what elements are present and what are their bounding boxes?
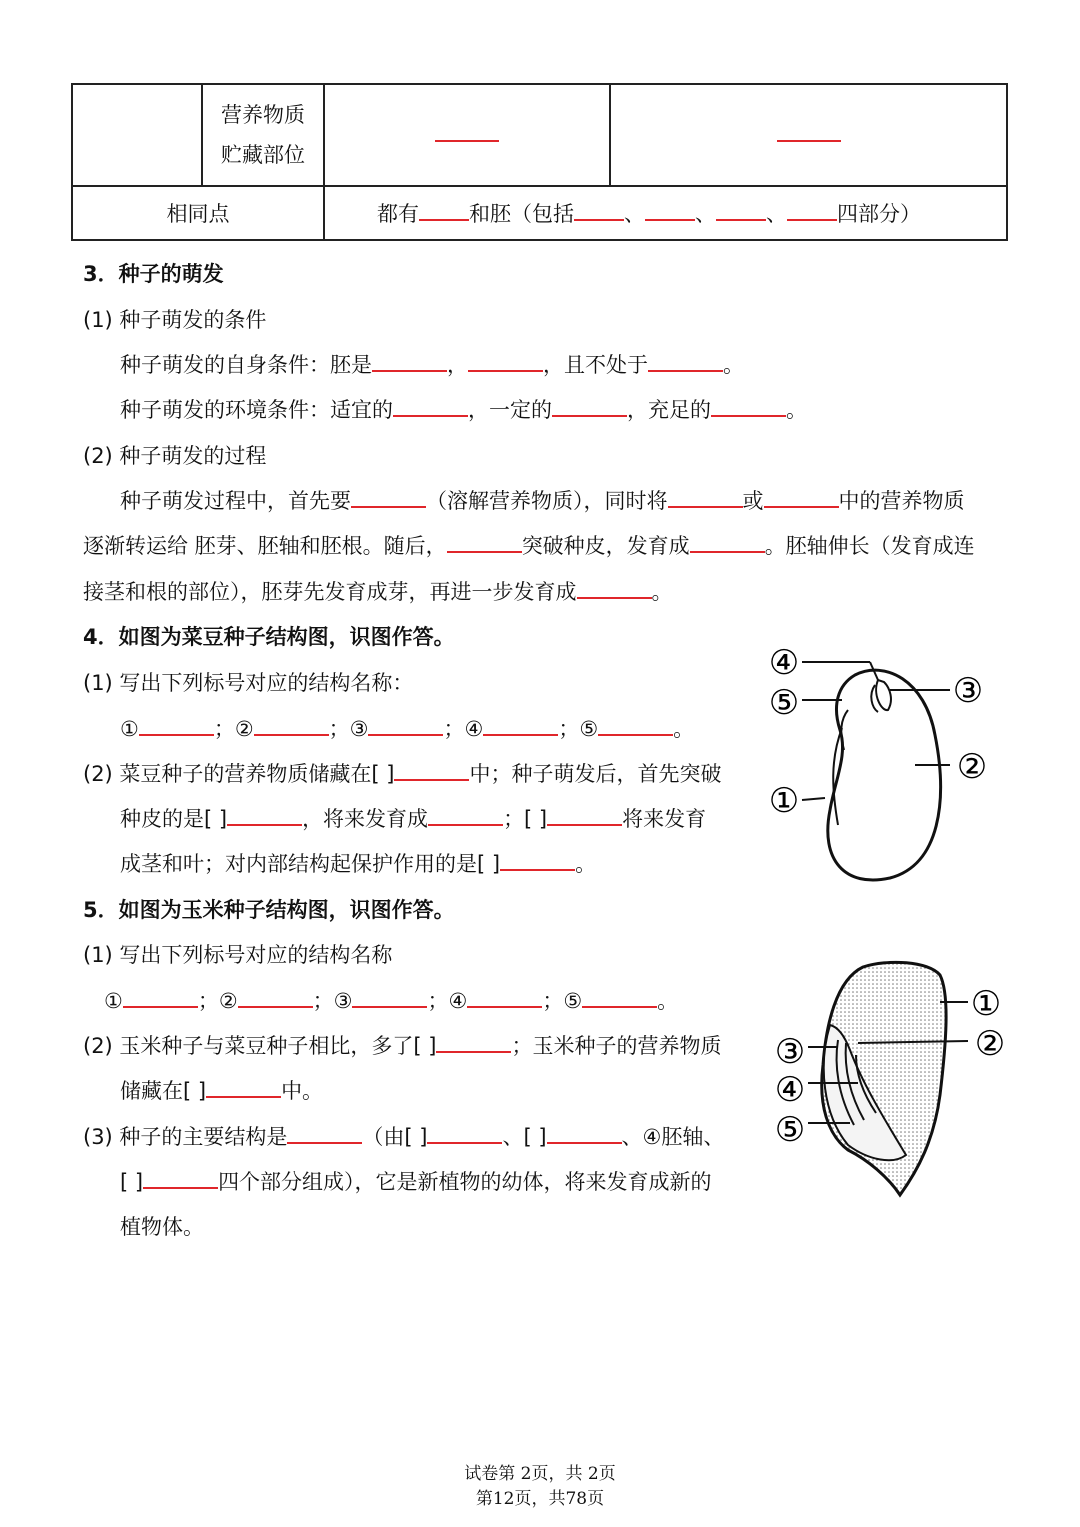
answer-blank[interactable] xyxy=(419,199,469,221)
s4-q1: (1) 写出下列标号对应的结构名称： xyxy=(83,671,414,695)
bean-label-3: ③ xyxy=(952,671,984,711)
answer-blank[interactable] xyxy=(428,804,503,826)
answer-blank[interactable] xyxy=(711,395,786,417)
s3-process-line2 xyxy=(83,530,975,560)
similarity-mid: 和胚（包括 xyxy=(469,202,574,226)
text: （由[ ] xyxy=(362,1125,428,1149)
text: 中；种子萌发后，首先突破 xyxy=(469,762,722,786)
answer-blank[interactable] xyxy=(547,1122,622,1144)
text: ③ xyxy=(333,989,353,1013)
bean-plumule xyxy=(876,680,891,710)
answer-blank[interactable] xyxy=(427,1122,502,1144)
corn-seed-diagram xyxy=(768,955,1038,1205)
answer-blank[interactable] xyxy=(787,199,837,221)
text: 逐渐转运给 胚芽、胚轴和胚根。随后， xyxy=(83,534,447,558)
answer-blank[interactable] xyxy=(716,199,766,221)
answer-blank[interactable] xyxy=(238,986,313,1008)
section-4-heading: 4．如图为菜豆种子结构图，识图作答。 xyxy=(83,625,455,649)
text: ，将来发育成 xyxy=(302,807,429,831)
separator: 、 xyxy=(624,202,645,226)
footer-page-count: 第12页，共78页 xyxy=(475,1489,605,1509)
answer-blank[interactable] xyxy=(468,350,543,372)
corn-label-4: ④ xyxy=(774,1070,806,1110)
s4-q2-line3 xyxy=(120,848,596,878)
answer-blank[interactable] xyxy=(645,199,695,221)
text: ， xyxy=(447,353,468,377)
text: （溶解营养物质），同时将 xyxy=(426,489,668,513)
text: ③ xyxy=(349,717,369,741)
text: ，一定的 xyxy=(468,398,552,422)
answer-blank[interactable] xyxy=(500,849,575,871)
text: ，充足的 xyxy=(627,398,711,422)
text: ② xyxy=(234,717,254,741)
s5-q3-line3: 植物体。 xyxy=(120,1215,204,1239)
section-5-heading: 5．如图为玉米种子结构图，识图作答。 xyxy=(83,898,455,922)
footer-exam-page: 试卷第 2页，共 2页 xyxy=(464,1464,616,1484)
answer-blank[interactable] xyxy=(690,531,765,553)
answer-blank[interactable] xyxy=(372,350,447,372)
answer-blank[interactable] xyxy=(598,714,673,736)
text: ； xyxy=(197,989,219,1013)
text: 或 xyxy=(742,489,764,513)
answer-blank[interactable] xyxy=(206,1076,281,1098)
section-3-heading: 3．种子的萌发 xyxy=(83,262,224,286)
answer-blank[interactable] xyxy=(254,714,329,736)
text: ① xyxy=(104,989,123,1013)
answer-blank[interactable] xyxy=(483,714,558,736)
text: ； xyxy=(558,717,580,741)
text: 接茎和根的部位），胚芽先发育成芽，再进一步发育成 xyxy=(83,580,577,604)
bean-hypocotyl-line xyxy=(841,710,848,750)
answer-blank[interactable] xyxy=(552,395,627,417)
text: ； xyxy=(213,717,235,741)
bean-label-1: ① xyxy=(768,781,800,821)
text: ② xyxy=(218,989,238,1013)
bean-storage-cell xyxy=(324,84,610,186)
answer-blank[interactable] xyxy=(227,804,302,826)
text: (2) 菜豆种子的营养物质储藏在[ ] xyxy=(83,762,395,786)
text: 、④胚轴、 xyxy=(621,1125,725,1149)
text: [ ] xyxy=(120,1170,144,1194)
s5-q3-line1 xyxy=(83,1121,724,1151)
s3-q2: (2) 种子萌发的过程 xyxy=(83,444,267,468)
text: 。 xyxy=(575,852,597,876)
answer-blank[interactable] xyxy=(764,486,839,508)
answer-blank[interactable] xyxy=(547,804,622,826)
text: ； xyxy=(328,717,350,741)
text: 种子萌发的环境条件：适宜的 xyxy=(120,398,393,422)
similarity-label-cell: 相同点 xyxy=(72,186,324,240)
similarity-cell xyxy=(324,186,1007,240)
table-empty-cell xyxy=(72,84,202,186)
text: 。 xyxy=(723,353,744,377)
text: 中。 xyxy=(281,1079,324,1103)
storage-label-line1: 营养物质 xyxy=(221,103,305,127)
comparison-table xyxy=(71,83,1008,241)
s5-labels-line xyxy=(104,985,678,1015)
corn-label-5: ⑤ xyxy=(774,1110,806,1150)
answer-blank[interactable] xyxy=(394,759,469,781)
text: 。 xyxy=(786,398,807,422)
answer-blank[interactable] xyxy=(352,986,427,1008)
text: (3) 种子的主要结构是 xyxy=(83,1125,288,1149)
answer-blank[interactable] xyxy=(287,1122,362,1144)
s5-q3-line2 xyxy=(120,1166,712,1196)
corn-label-2: ② xyxy=(974,1024,1006,1064)
corn-storage-cell xyxy=(610,84,1007,186)
answer-blank[interactable] xyxy=(393,395,468,417)
text: ④ xyxy=(448,989,468,1013)
s4-q2-line1 xyxy=(83,758,721,788)
storage-label-line2: 贮藏部位 xyxy=(221,143,305,167)
text: 将来发育 xyxy=(622,807,707,831)
text: 。 xyxy=(673,717,695,741)
answer-blank[interactable] xyxy=(447,531,522,553)
text: 种皮的是[ ] xyxy=(120,807,228,831)
answer-blank[interactable] xyxy=(368,714,443,736)
text: 。 xyxy=(657,989,679,1013)
answer-blank[interactable] xyxy=(577,577,652,599)
bean-seed-coat-outline xyxy=(828,670,941,880)
similarity-prefix: 都有 xyxy=(377,202,419,226)
text: 、[ ] xyxy=(502,1125,547,1149)
text: (2) 玉米种子与菜豆种子相比，多了[ ] xyxy=(83,1034,437,1058)
s5-q2-line1 xyxy=(83,1030,721,1060)
s5-q2-line2 xyxy=(120,1075,323,1105)
answer-blank[interactable] xyxy=(139,714,214,736)
text: ⑤ xyxy=(563,989,583,1013)
text: 突破种皮，发育成 xyxy=(521,534,690,558)
answer-blank[interactable] xyxy=(582,986,657,1008)
text: 种子萌发过程中，首先要 xyxy=(120,489,351,513)
s5-q1: (1) 写出下列标号对应的结构名称 xyxy=(83,943,393,967)
answer-blank[interactable] xyxy=(143,1167,218,1189)
storage-label-cell xyxy=(202,84,324,186)
text: 。胚轴伸长（发育成连 xyxy=(764,534,975,558)
text: 成茎和叶；对内部结构起保护作用的是[ ] xyxy=(120,852,501,876)
s4-q2-line2 xyxy=(120,803,706,833)
answer-blank[interactable] xyxy=(574,199,624,221)
s3-process-line3 xyxy=(83,576,673,606)
text: ； xyxy=(542,989,564,1013)
separator: 、 xyxy=(695,202,716,226)
corn-label-1: ① xyxy=(970,984,1002,1024)
text: 中的营养物质 xyxy=(838,489,965,513)
text: ⑤ xyxy=(579,717,599,741)
s3-process-line1 xyxy=(120,485,965,515)
text: 种子萌发的自身条件：胚是 xyxy=(120,353,372,377)
s4-labels-line xyxy=(120,713,694,743)
text: ；玉米种子的营养物质 xyxy=(511,1034,722,1058)
text: ，且不处于 xyxy=(543,353,648,377)
text: 四个部分组成），它是新植物的幼体，将来发育成新的 xyxy=(218,1170,712,1194)
bean-label-5: ⑤ xyxy=(768,683,800,723)
bean-label-4: ④ xyxy=(768,643,800,683)
text: ； xyxy=(443,717,465,741)
text: ；[ ] xyxy=(503,807,548,831)
s3-q1: (1) 种子萌发的条件 xyxy=(83,308,267,332)
text: ① xyxy=(120,717,139,741)
answer-blank[interactable] xyxy=(351,486,426,508)
text: ； xyxy=(427,989,449,1013)
similarity-suffix: 四部分） xyxy=(837,202,921,226)
answer-blank[interactable] xyxy=(123,986,198,1008)
bean-label-2: ② xyxy=(956,747,988,787)
text: ； xyxy=(312,989,334,1013)
answer-blank[interactable] xyxy=(467,986,542,1008)
text: 。 xyxy=(651,580,673,604)
answer-blank[interactable] xyxy=(436,1031,511,1053)
s3-env-condition xyxy=(120,394,807,424)
answer-blank[interactable] xyxy=(435,140,499,142)
separator: 、 xyxy=(766,202,787,226)
s3-self-condition xyxy=(120,349,744,379)
corn-label-3: ③ xyxy=(774,1032,806,1072)
answer-blank[interactable] xyxy=(648,350,723,372)
answer-blank[interactable] xyxy=(668,486,743,508)
answer-blank[interactable] xyxy=(777,140,841,142)
leader-line-1 xyxy=(802,798,825,800)
text: ④ xyxy=(464,717,484,741)
text: 储藏在[ ] xyxy=(120,1079,207,1103)
bean-seed-diagram xyxy=(760,640,1020,890)
